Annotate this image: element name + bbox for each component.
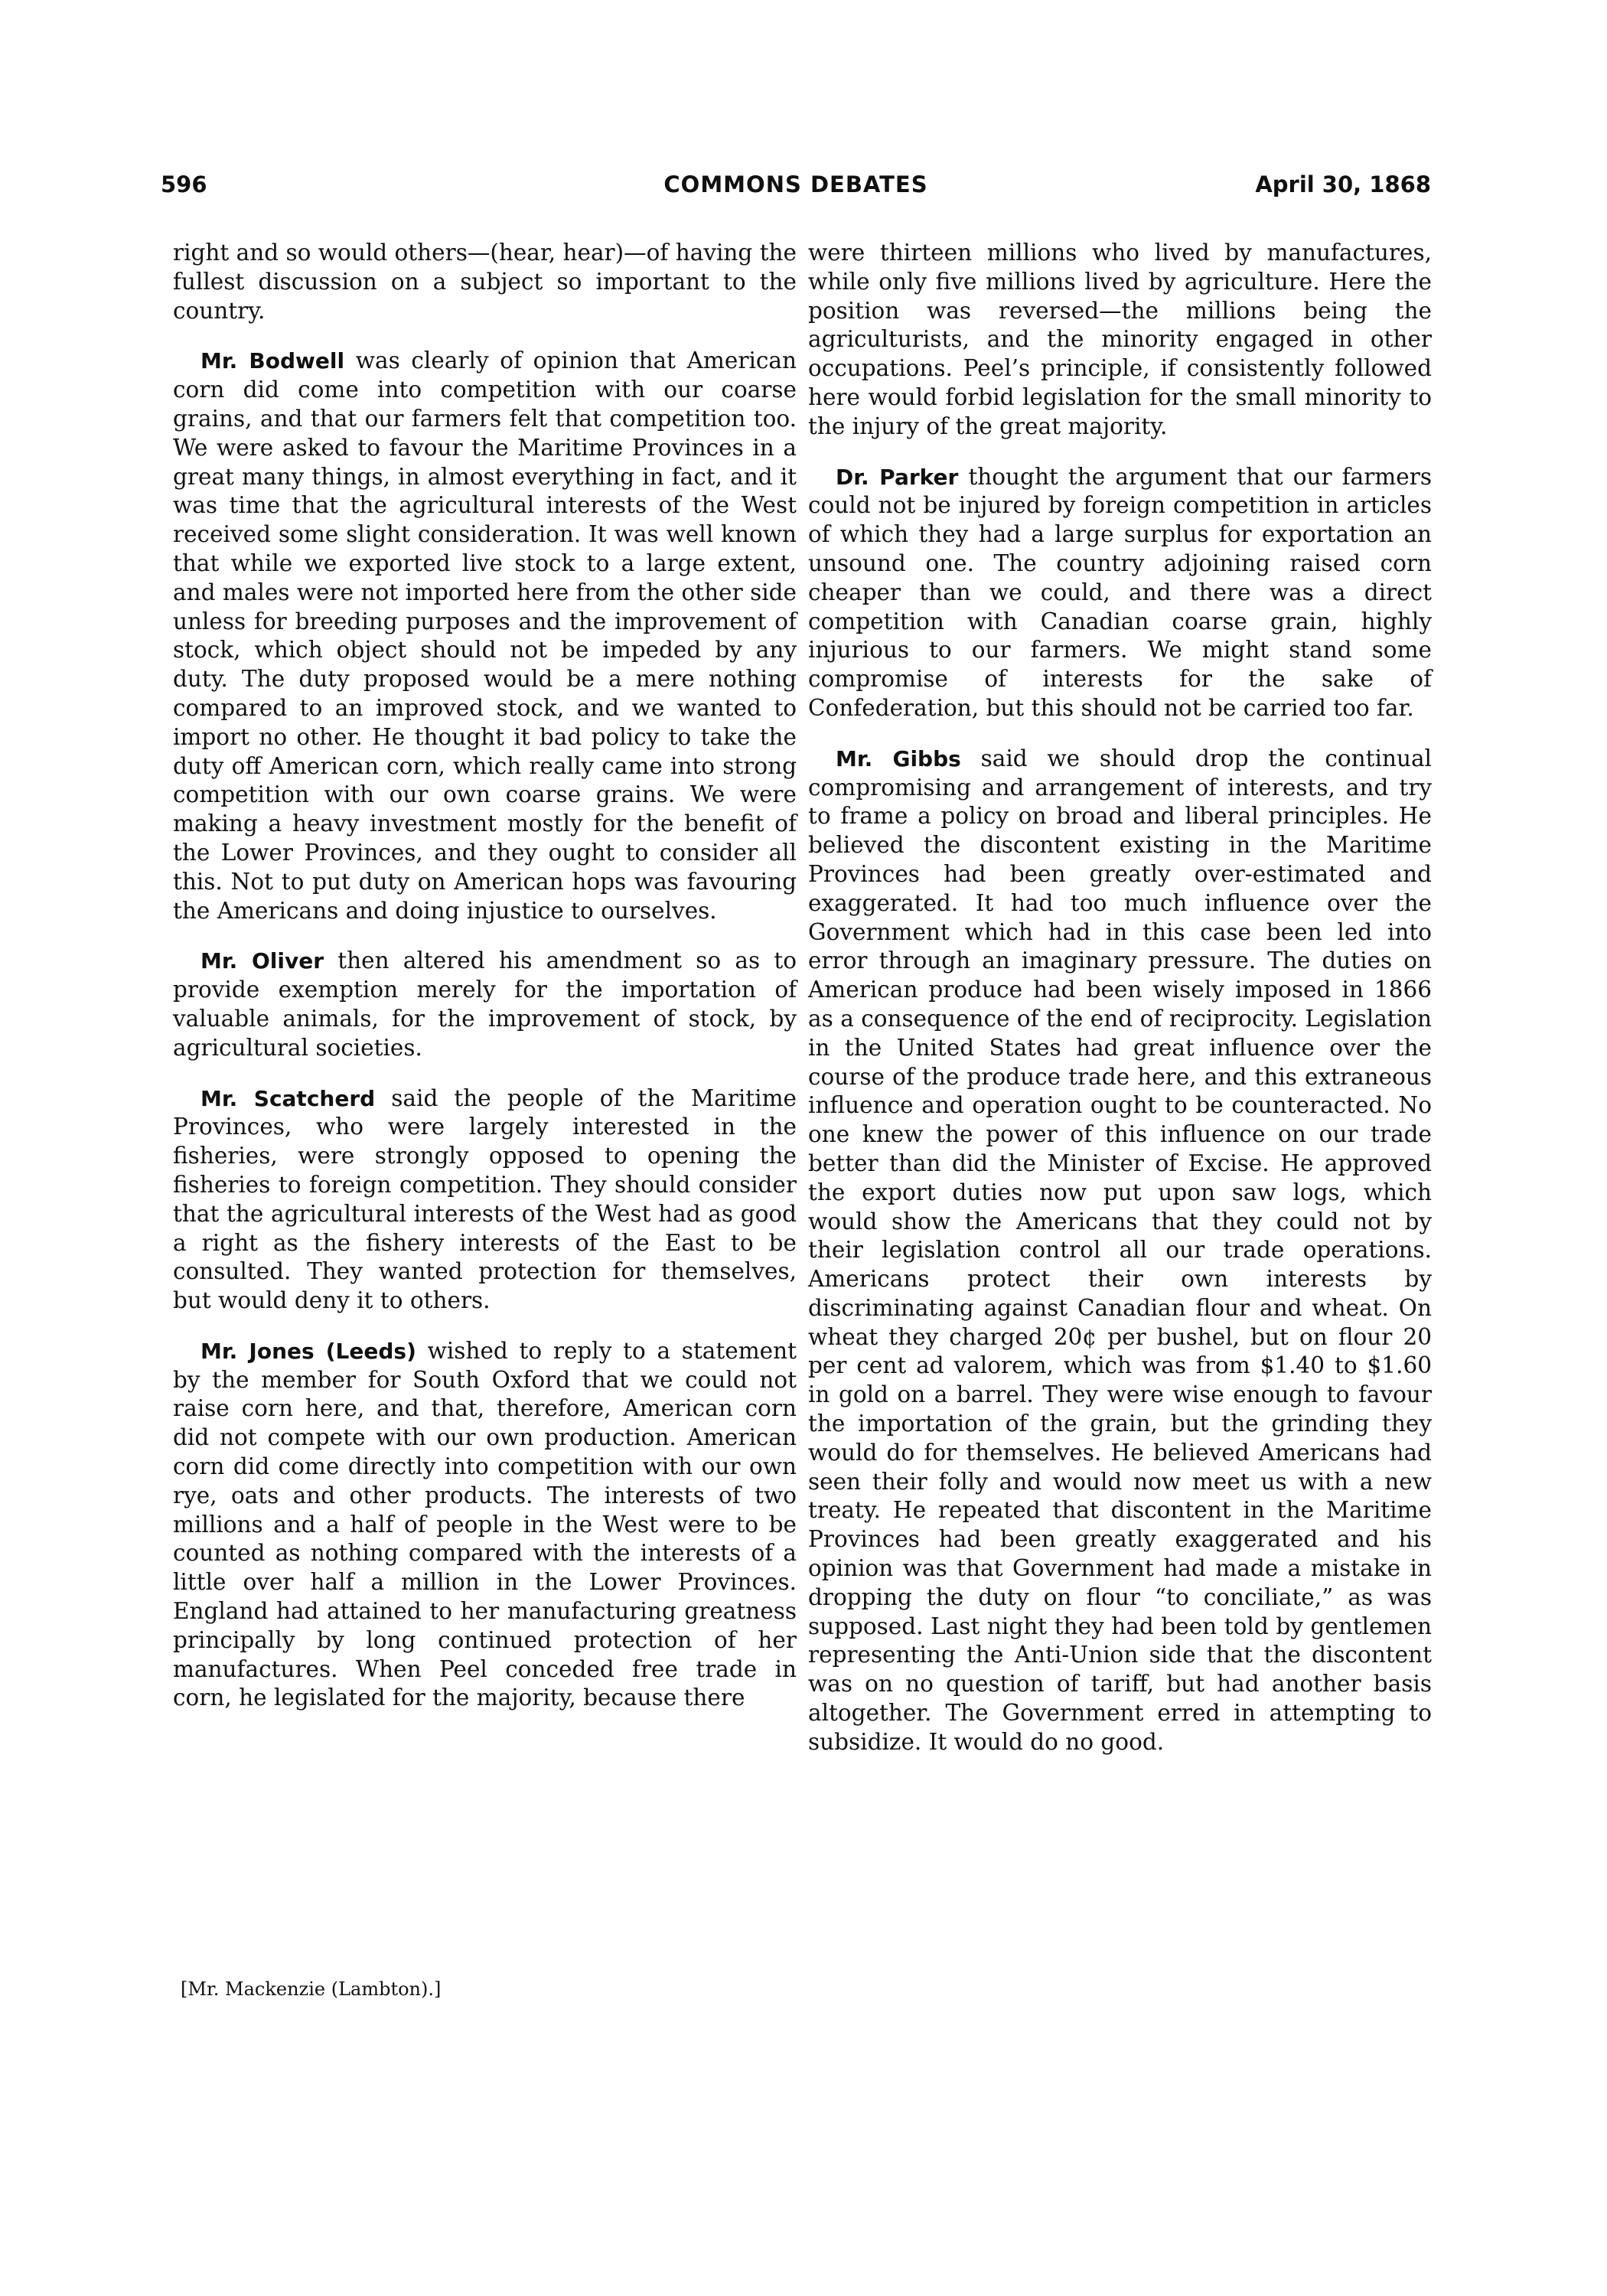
paragraph-text: was clearly of opinion that American corn did come into competition with our coarse grains, and that our farmers felt that competition too. We were asked to favour the Maritime Provinces in a great many things, in almost everything in fact, and it was time that the agricultural interests of the West received some slight consideration. It was well known that while we exported live stock to a large extent, and males were not imported here from the other side unless for breeding purposes and the improvement of stock, which object should not be impeded by any duty. The duty proposed would be a mere nothing compared to an improved stock, and we wanted to import no other. He thought it bad policy to take the duty off American corn, which really came into strong competition with our own coarse grains. We were making a heavy investment mostly for the benefit of the Lower Provinces, and they ought to consider all this. Not to put duty on American hops was favouring the Americans and doing injustice to ourselves. — [173, 347, 797, 924]
paragraph-text: then altered his amendment so as to provide exemption merely for the importation of valuable animals, for the improvement of stock, by agricultural societies. — [173, 947, 797, 1061]
left-column — [173, 239, 797, 1713]
paragraph-text: said the people of the Maritime Provinces, who were largely interested in the fisheries, were strongly opposed to opening the fisheries to foreign competition. They should consider that the agricultural interests of the West had as good a right as the fishery interests of the East to be consulted. They wanted protection for themselves, but would deny it to others. — [173, 1084, 797, 1314]
page-footer: [Mr. Mackenzie (Lambton).] — [181, 1978, 442, 2000]
paragraph-text: wished to reply to a statement by the member for South Oxford that we could not raise corn here, and that, therefore, American corn did not compete with our own production. American corn did come directly into competition with our own rye, oats and other products. The interests of two millions and a half of people in the West were to be counted as nothing compared with the interests of a little over half a million in the Lower Provinces. England had attained to her manufacturing greatness principally by long continued protection of her manufactures. When Peel conceded free trade in corn, he legislated for the majority, because there — [173, 1337, 797, 1711]
page-number: 596 — [161, 171, 207, 197]
publication-title: COMMONS DEBATES — [663, 171, 928, 197]
speaker-name: Mr. Jones (Leeds) — [200, 1338, 416, 1364]
paragraph-text: said we should drop the continual compromising and arrangement of interests, and try to frame a policy on broad and liberal principles. He believed the discontent existing in the Maritime Provinces had been greatly over-estimated and exaggerated. It had too much influence over the Government which had in this case been led into error through an imaginary pressure. The duties on American produce had been wisely imposed in 1866 as a consequence of the end of reciprocity. Legislation in the United States had great influence over the course of the produce trade here, and this extraneous influence and operation ought to be counteracted. No one knew the power of this influence on our trade better than did the Minister of Excise. He approved the export duties now put upon saw logs, which would show the Americans that they could not by their legislation control all our trade operations. Americans protect their own interests by discriminating against Canadian flour and wheat. On wheat they charged 20¢ per bushel, but on flour 20 per cent ad valorem, which was from $1.40 to $1.60 in gold on a barrel. They were wise enough to favour the importation of the grain, but the grinding they would do for themselves. He believed Americans had seen their folly and would now meet us with a new treaty. He repeated that discontent in the Maritime Provinces had been greatly exaggerated and his opinion was that Government had made a mistake in dropping the duty on flour “to conciliate,” as was supposed. Last night they had been told by gentlemen representing the Anti-Union side that the discontent was on no question of tariff, but had another basis altogether. The Government erred in attempting to subsidize. It would do no good. — [808, 745, 1432, 1755]
speaker-name: Mr. Bodwell — [200, 348, 345, 374]
paragraph-text: were thirteen millions who lived by manufactures, while only five millions lived by agriculture. Here the position was reversed—the millions being the agriculturists, and the minority engaged in other occupations. Peel’s principle, if consistently followed here would forbid legislation for the small minority to the injury of the great majority. — [808, 240, 1432, 439]
paragraph — [808, 463, 1432, 723]
paragraph — [808, 239, 1432, 442]
speaker-name: Dr. Parker — [836, 464, 959, 490]
paragraph-text: right and so would others—(hear, hear)—of having the fullest discussion on a subject so important to the country. — [173, 240, 797, 324]
paragraph — [808, 745, 1432, 1757]
paragraph — [173, 347, 797, 925]
paragraph — [173, 947, 797, 1062]
paragraph-text: thought the argument that our farmers could not be injured by foreign competition in articles of which they had a large surplus for exportation an unsound one. The country adjoining raised corn cheaper than we could, and there was a direct competition with Canadian coarse grain, highly injurious to our farmers. We might stand some compromise of interests for the sake of Confederation, but this should not be carried too far. — [808, 463, 1432, 721]
sitting-date: April 30, 1868 — [1255, 171, 1431, 197]
speaker-name: Mr. Gibbs — [836, 745, 961, 771]
speaker-name: Mr. Scatcherd — [200, 1085, 376, 1111]
right-column — [808, 239, 1432, 1757]
paragraph — [173, 239, 797, 325]
page-header — [161, 171, 1431, 202]
paragraph — [173, 1084, 797, 1316]
paragraph — [173, 1337, 797, 1713]
speaker-name: Mr. Oliver — [200, 948, 324, 974]
